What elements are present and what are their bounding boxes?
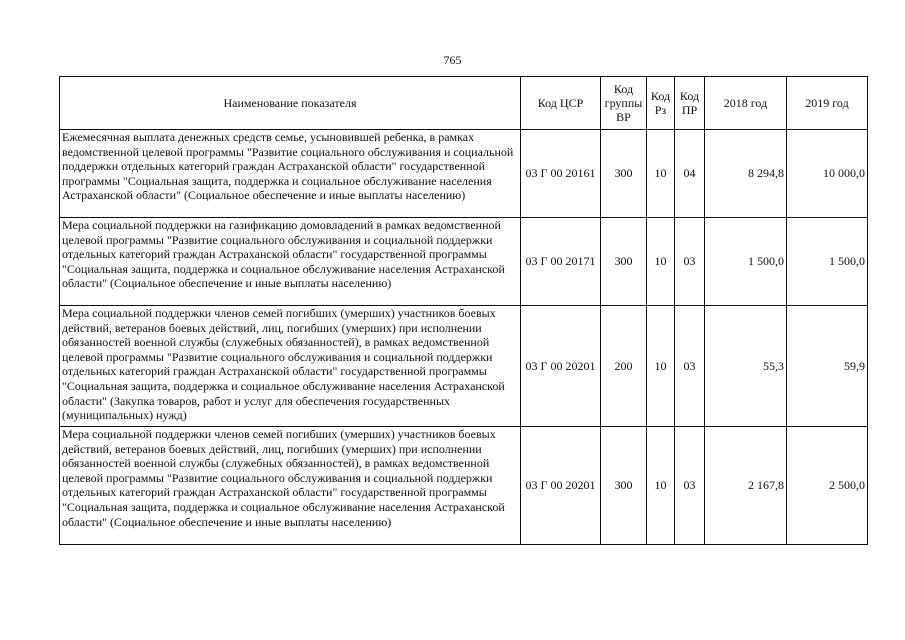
header-year-2019: 2019 год bbox=[787, 77, 868, 130]
row-csr-code: 03 Г 00 20201 bbox=[521, 306, 601, 427]
table-row bbox=[60, 427, 868, 545]
row-indicator-name: Мера социальной поддержки членов семей погибших (умерших) участников боевых действий, ветеранов боевых действий, лиц, погибших (умерших) при исполнении обязанностей военной службы (служебных обязанностей), в рамках ведомственной целевой программы "Развитие социального обслуживания и социальной поддержки отдельных категорий граждан Астраханской области" государственной программы "Социальная защита, поддержка и социальное обслуживание населения Астраханской области" (Закупка товаров, работ и услуг для обеспечения государственных (муниципальных) нужд) bbox=[60, 306, 521, 427]
row-csr-code: 03 Г 00 20201 bbox=[521, 427, 601, 545]
header-csr-code: Код ЦСР bbox=[521, 77, 601, 130]
row-pr-code: 03 bbox=[675, 306, 705, 427]
row-vr-code: 300 bbox=[601, 130, 647, 218]
row-csr-code: 03 Г 00 20161 bbox=[521, 130, 601, 218]
row-rz-code: 10 bbox=[647, 218, 675, 306]
row-amount-2018: 55,3 bbox=[705, 306, 787, 427]
row-rz-code: 10 bbox=[647, 306, 675, 427]
header-year-2018: 2018 год bbox=[705, 77, 787, 130]
row-rz-code: 10 bbox=[647, 130, 675, 218]
row-csr-code: 03 Г 00 20171 bbox=[521, 218, 601, 306]
row-vr-code: 300 bbox=[601, 427, 647, 545]
row-amount-2018: 8 294,8 bbox=[705, 130, 787, 218]
row-amount-2019: 1 500,0 bbox=[787, 218, 868, 306]
row-vr-code: 200 bbox=[601, 306, 647, 427]
row-indicator-name: Мера социальной поддержки на газификацию домовладений в рамках ведомственной целевой программы "Развитие социального обслуживания и социальной поддержки отдельных категорий граждан Астраханской области" государственной программы "Социальная защита, поддержка и социальное обслуживание населения Астраханской области" (Социальное обеспечение и иные выплаты населению) bbox=[60, 218, 521, 306]
header-indicator-name: Наименование показателя bbox=[60, 77, 521, 130]
row-amount-2018: 1 500,0 bbox=[705, 218, 787, 306]
row-vr-code: 300 bbox=[601, 218, 647, 306]
row-pr-code: 04 bbox=[675, 130, 705, 218]
header-rz-code: Код Рз bbox=[647, 77, 675, 130]
row-amount-2019: 59,9 bbox=[787, 306, 868, 427]
table-header-row bbox=[60, 77, 868, 130]
header-pr-code: Код ПР bbox=[675, 77, 705, 130]
table-row bbox=[60, 218, 868, 306]
table-row bbox=[60, 306, 868, 427]
row-indicator-name: Мера социальной поддержки членов семей погибших (умерших) участников боевых действий, ветеранов боевых действий, лиц, погибших (умерших) при исполнении обязанностей военной службы (служебных обязанностей), в рамках ведомственной целевой программы "Развитие социального обслуживания и социальной поддержки отдельных категорий граждан Астраханской области" государственной программы "Социальная защита, поддержка и социальное обслуживание населения Астраханской области" (Социальное обеспечение и иные выплаты населению) bbox=[60, 427, 521, 545]
header-vr-group-code: Код группы ВР bbox=[601, 77, 647, 130]
row-pr-code: 03 bbox=[675, 427, 705, 545]
budget-table bbox=[59, 76, 868, 545]
row-amount-2018: 2 167,8 bbox=[705, 427, 787, 545]
table-row bbox=[60, 130, 868, 218]
row-amount-2019: 10 000,0 bbox=[787, 130, 868, 218]
row-amount-2019: 2 500,0 bbox=[787, 427, 868, 545]
row-rz-code: 10 bbox=[647, 427, 675, 545]
row-indicator-name: Ежемесячная выплата денежных средств семье, усыновившей ребенка, в рамках ведомственной целевой программы "Развитие социального обслуживания и социальной поддержки отдельных категорий граждан Астраханской области" государственной программы "Социальная защита, поддержка и социальное обслуживание населения Астраханской области" (Социальное обеспечение и иные выплаты населению) bbox=[60, 130, 521, 218]
page-number: 765 bbox=[443, 53, 462, 67]
row-pr-code: 03 bbox=[675, 218, 705, 306]
